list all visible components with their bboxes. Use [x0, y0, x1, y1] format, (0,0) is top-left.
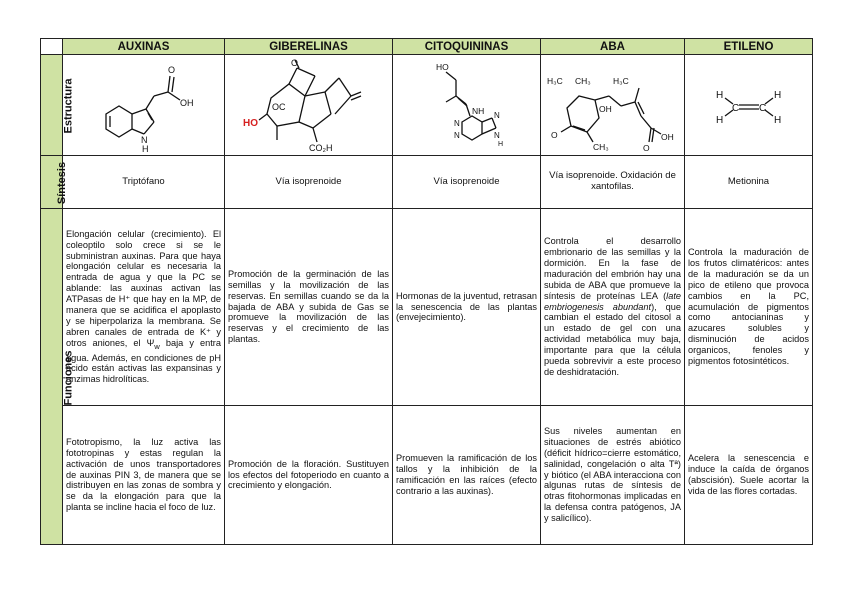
col-header-aba: ABA: [541, 39, 685, 55]
corner-cell: [41, 39, 63, 55]
label-h3c-1: H₃C: [546, 76, 563, 86]
structure-citoquininas: [393, 55, 541, 156]
label-n1: N: [453, 119, 460, 128]
label-oh-1: OH: [598, 104, 612, 114]
label-ch3-1: CH₃: [574, 76, 591, 86]
label-o: O: [167, 65, 175, 75]
label-h3c-2: H₃C: [612, 76, 629, 86]
col-header-giberelinas: GIBERELINAS: [225, 39, 393, 55]
zeatin-structure: [412, 56, 522, 154]
row-header-estructura: Estructura: [41, 55, 63, 156]
label-h3: H: [773, 90, 781, 101]
label-n4: N: [493, 131, 500, 140]
function2-giberelinas: Promoción de la floración. Sustituyen los efectos del fotoperiodo en cuanto a crecimiento y elongación.: [225, 406, 393, 545]
col-header-auxinas: AUXINAS: [63, 39, 225, 55]
label-oh-2: OH: [660, 132, 674, 142]
label-c1: C: [731, 103, 739, 114]
structure-aba: [541, 55, 685, 156]
function2-auxinas: Fototropismo, la luz activa las fototropinas y estas regulan la activación de unos transportadores de auxinas PIN 3, de manera que se distribuyen en las zonas de sombra y se da la elongación para que la planta se incline hacia el foco de luz.: [63, 406, 225, 545]
hormones-table: [40, 38, 813, 545]
function1-etileno: Controla la maduración de los frutos climatéricos: antes de la maduración se da un pico de etileno que provoca cambios en la PC, acumulación de pigmentos como antocianinas y azucares solubles y disminución de acidos organicos, fenoles y pigmentos fotosintéticos.: [685, 209, 813, 406]
label-o-2: O: [642, 143, 650, 153]
label-n3: N: [493, 111, 500, 120]
label-o-1: O: [550, 130, 558, 140]
functions-row-2: [41, 406, 813, 545]
label-ho: HO: [435, 62, 449, 72]
synthesis-citoquininas: Vía isoprenoide: [393, 156, 541, 209]
label-ho: HO: [242, 118, 258, 129]
synthesis-auxinas: Triptófano: [63, 156, 225, 209]
row-header-funciones: Funciones: [41, 209, 63, 545]
row-header-sintesis: Síntesis: [41, 156, 63, 209]
label-nh: NH: [471, 106, 484, 116]
function1-aba: [541, 209, 685, 406]
abscisic-acid-structure: [543, 56, 683, 154]
label-oh: OH: [179, 98, 193, 108]
label-n: N: [140, 135, 147, 145]
function1-giberelinas: Promoción de la germinación de las semillas y la movilización de las reservas. En semillas cuando se da la bajada de ABA y subida de Gas se promueve la movilización de las reservas y el crecimiento de las plantas.: [225, 209, 393, 406]
structure-auxinas: [63, 55, 225, 156]
synthesis-etileno: Metionina: [685, 156, 813, 209]
label-oc: OC: [271, 102, 285, 112]
function1-auxinas-text-b: baja y entra agua. Además, en condiciones de pH ácido están activas las expansinas y enzimas hidrolíticas.: [66, 337, 221, 385]
label-n2: N: [453, 131, 460, 140]
label-o: O: [290, 58, 298, 68]
label-c2: C: [758, 103, 766, 114]
synthesis-giberelinas: Vía isoprenoide: [225, 156, 393, 209]
header-row: [41, 39, 813, 55]
function2-etileno: Acelera la senescencia e induce la caída de órganos (abscisión). Suele acortar la vida de las flores cortadas.: [685, 406, 813, 545]
label-h: H: [497, 141, 503, 148]
label-co2h: CO₂H: [308, 143, 332, 153]
structure-row: [41, 55, 813, 156]
gibberellin-structure: [239, 56, 379, 154]
label-h2: H: [715, 115, 723, 126]
function1-auxinas-text-a: Elongación celular (crecimiento). El coleoptilo solo crece si se le subministran auxinas. Para que haya elongación celular es necesaria la entrada de agua y que la PC se ablande: las auxinas activan las ATPasas de H⁺ que hay en la MP, de manera que se acidifica el apoplasto y se hiperpolariza la membrana. Se abren canales de entrada de K⁺ y otros aniones, el Ψ: [66, 228, 221, 348]
label-h1: H: [715, 90, 723, 101]
psi-subscript: w: [154, 341, 160, 351]
structure-giberelinas: [225, 55, 393, 156]
function1-auxinas: [63, 209, 225, 406]
function1-citoquininas: Hormonas de la juventud, retrasan la senescencia de las plantas (envejecimiento).: [393, 209, 541, 406]
function1-aba-italic: late embriogenesis abundant: [544, 290, 681, 312]
label-h4: H: [773, 115, 781, 126]
label-h: H: [141, 144, 148, 154]
function1-aba-text-b: ), que cambian el estado del citosol a un estado de gel con una actividad metabólica muy baja, importante para que la célula pueda sobrevivir a este proceso de deshidratación.: [544, 301, 681, 377]
col-header-etileno: ETILENO: [685, 39, 813, 55]
function1-aba-text-a: Controla el desarrollo embrionario de las semillas y la dormición. En la fase de maduración del embrión hay una subida de ABA que promueve la síntesis de proteínas LEA (: [544, 236, 681, 301]
synthesis-row: [41, 156, 813, 209]
synthesis-aba: Vía isoprenoide. Oxidación de xantofilas.: [541, 156, 685, 209]
function2-citoquininas: Promueven la ramificación de los tallos y la inhibición de la ramificación en las raíces (efecto contrario a las auxinas).: [393, 406, 541, 545]
indole-acetic-acid-structure: [84, 56, 204, 154]
ethylene-structure: [699, 56, 799, 154]
function2-aba: Sus niveles aumentan en situaciones de estrés abiótico (déficit hídrico=cierre estomático, salinidad, congelación o alta Tª) y biótico (el ABA interacciona con algunas rutas de síntesis de otras fitohormonas implicadas en la defensa contra patógenos, JA y salicílico).: [541, 406, 685, 545]
structure-etileno: [685, 55, 813, 156]
col-header-citoquininas: CITOQUININAS: [393, 39, 541, 55]
functions-row-1: [41, 209, 813, 406]
label-ch3-2: CH₃: [592, 142, 609, 152]
